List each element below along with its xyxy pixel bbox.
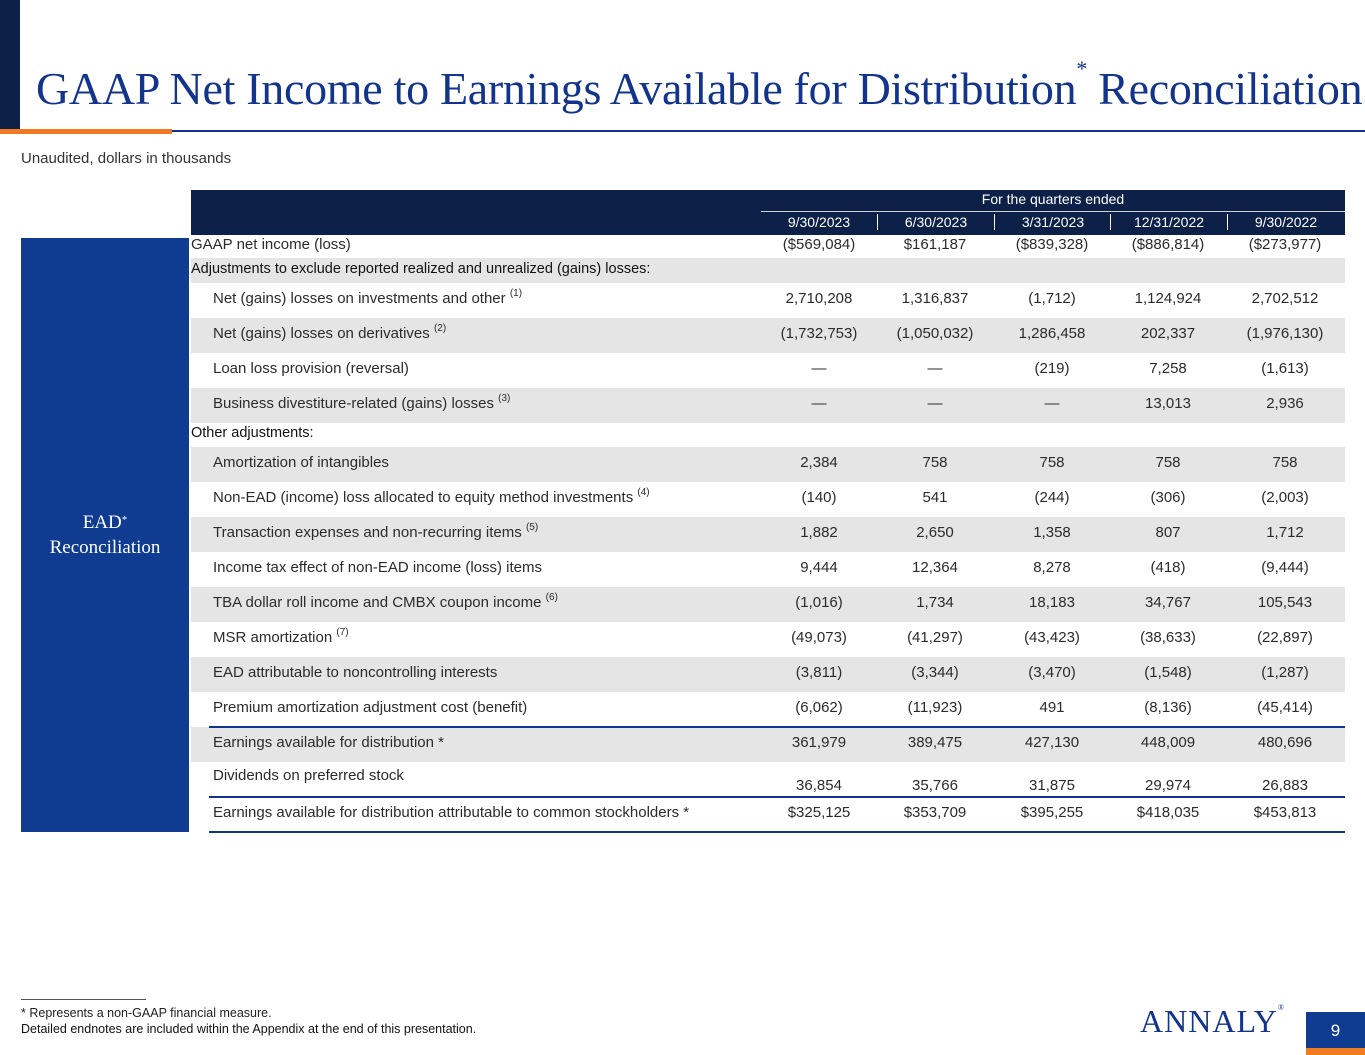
row-label: TBA dollar roll income and CMBX coupon income $^{(6)}$ (213, 592, 558, 611)
table-cell: 361,979 (791, 734, 847, 751)
table-row (191, 235, 1345, 258)
table-cell: (1,016) (795, 594, 843, 611)
row-label: Business divestiture-related (gains) losses $^{(3)}$ (213, 393, 511, 412)
table-cell: 36,854 (796, 777, 842, 794)
table-cell: 7,258 (1149, 360, 1187, 377)
table-row (191, 727, 1345, 762)
table-cell: 1,358 (1033, 524, 1071, 541)
table-row (191, 447, 1345, 482)
table-cell: (8,136) (1144, 699, 1192, 716)
footnote-endnotes: Detailed endnotes are included within the Appendix at the end of this presentation. (21, 1022, 477, 1036)
table-cell: 1,316,837 (901, 290, 969, 307)
row-label: Net (gains) losses on derivatives $^{(2)}$ (213, 323, 447, 342)
column-header: 3/31/2023 (994, 214, 1111, 230)
endnote-ref: (6) (545, 592, 558, 603)
table-cell: (3,344) (911, 664, 959, 681)
endnote-ref: (7) (336, 627, 349, 638)
table-cell: (1,976,130) (1246, 325, 1324, 342)
page-number: 9 (1306, 1012, 1365, 1050)
table-cell: 2,384 (800, 454, 838, 471)
table-cell: 427,130 (1024, 734, 1080, 751)
table-cell: 1,712 (1266, 524, 1304, 541)
table-cell: ($273,977) (1248, 236, 1322, 253)
title-left-bar (0, 0, 20, 129)
table-cell: ($839,328) (1015, 236, 1089, 253)
column-header: 9/30/2022 (1227, 214, 1344, 230)
table-row (191, 692, 1345, 727)
table-cell: 12,364 (912, 559, 958, 576)
table-cell: (1,050,032) (896, 325, 974, 342)
column-header: 6/30/2023 (877, 214, 994, 230)
table-cell: 389,475 (907, 734, 963, 751)
table-cell: 2,650 (916, 524, 954, 541)
endnote-ref: (3) (498, 393, 511, 404)
table-cell: (45,414) (1257, 699, 1313, 716)
table-cell: — (811, 360, 827, 377)
subtotal-rule (209, 726, 1345, 728)
table-row (191, 622, 1345, 657)
ead-panel-line1: EAD* (82, 512, 128, 533)
table-cell: 2,702,512 (1251, 290, 1319, 307)
table-cell: (1,287) (1261, 664, 1309, 681)
table-cell: $325,125 (787, 804, 851, 821)
table-cell: (1,613) (1261, 360, 1309, 377)
endnote-ref: (5) (525, 522, 539, 533)
column-header: 9/30/2023 (787, 214, 851, 230)
table-row (191, 388, 1345, 423)
table-cell: 2,936 (1266, 395, 1304, 412)
table-cell: 8,278 (1033, 559, 1071, 576)
row-label: Transaction expenses and non-recurring items $^{(5)}$ (213, 522, 539, 541)
table-cell: 758 (1155, 454, 1181, 471)
table-cell: 491 (1039, 699, 1065, 716)
table-row (191, 552, 1345, 587)
page-title: GAAP Net Income to Earnings Available for Distribution* Reconciliation (36, 56, 1363, 114)
quarters-span-header: For the quarters ended (981, 191, 1125, 207)
table-cell: (2,003) (1261, 489, 1309, 506)
table-bottom-rule (209, 831, 1345, 833)
table-row (191, 318, 1345, 353)
table-cell: (6,062) (795, 699, 843, 716)
table-cell: ($569,084) (782, 236, 856, 253)
table-cell: 448,009 (1140, 734, 1196, 751)
table-cell: 1,124,924 (1134, 290, 1202, 307)
table-cell: (1,732,753) (780, 325, 858, 342)
row-label: EAD attributable to noncontrolling interests (213, 664, 498, 681)
table-cell: (219) (1034, 360, 1070, 377)
annaly-logo: ANNALY® (1140, 1003, 1285, 1039)
table-row (191, 517, 1345, 552)
row-label: Amortization of intangibles (213, 454, 389, 471)
table-cell: 541 (922, 489, 948, 506)
table-cell: 758 (1039, 454, 1065, 471)
table-cell: $453,813 (1253, 804, 1317, 821)
row-label: Earnings available for distribution attributable to common stockholders * (213, 804, 690, 821)
row-label: Non-EAD (income) loss allocated to equity method investments $^{(4)}$ (213, 487, 650, 506)
table-row (191, 587, 1345, 622)
table-cell: (306) (1150, 489, 1186, 506)
table-cell: 9,444 (800, 559, 838, 576)
row-label: Dividends on preferred stock (213, 767, 404, 784)
row-label: Loan loss provision (reversal) (213, 360, 409, 377)
table-cell: 34,767 (1145, 594, 1191, 611)
table-row (191, 482, 1345, 517)
table-row (191, 258, 1345, 283)
table-cell: 2,710,208 (785, 290, 853, 307)
table-cell: — (811, 395, 827, 412)
footnote-rule (21, 999, 146, 1000)
table-cell: 35,766 (912, 777, 958, 794)
table-cell: 31,875 (1029, 777, 1075, 794)
ead-panel-line2: Reconciliation (49, 537, 161, 558)
row-label: Earnings available for distribution * (213, 734, 444, 751)
table-cell: 758 (922, 454, 948, 471)
title-underline (0, 130, 1365, 132)
ead-reconciliation-panel (21, 238, 189, 832)
table-cell: (140) (801, 489, 837, 506)
table-row (191, 353, 1345, 388)
row-label: MSR amortization $^{(7)}$ (213, 627, 349, 646)
row-label: Income tax effect of non-EAD income (loss) items (213, 559, 543, 576)
table-cell: (22,897) (1257, 629, 1313, 646)
table-cell: 758 (1272, 454, 1298, 471)
table-cell: (41,297) (907, 629, 963, 646)
table-cell: $395,255 (1020, 804, 1084, 821)
table-cell: (244) (1034, 489, 1070, 506)
row-label: Other adjustments: (191, 425, 314, 441)
table-cell: $353,709 (903, 804, 967, 821)
page-number-accent (1306, 1048, 1365, 1055)
endnote-ref: (4) (637, 487, 650, 498)
table-cell: 26,883 (1262, 777, 1308, 794)
table-cell: (1,712) (1028, 290, 1076, 307)
row-label: Net (gains) losses on investments and other $^{(1)}$ (213, 288, 523, 307)
endnote-ref: (1) (509, 288, 523, 299)
footnote-non-gaap: * Represents a non-GAAP financial measure. (21, 1006, 272, 1020)
table-cell: — (927, 395, 943, 412)
row-label: GAAP net income (loss) (191, 236, 351, 253)
header-divider (761, 211, 1345, 212)
table-cell: (418) (1150, 559, 1186, 576)
table-cell: 13,013 (1145, 395, 1191, 412)
table-header (191, 190, 1345, 235)
table-cell: 1,286,458 (1018, 325, 1086, 342)
table-cell: (1,548) (1144, 664, 1192, 681)
total-rule (209, 796, 1345, 798)
table-cell: 1,734 (916, 594, 954, 611)
table-cell: (38,633) (1140, 629, 1196, 646)
table-row (191, 283, 1345, 318)
table-row (191, 762, 1345, 797)
table-cell: (43,423) (1024, 629, 1080, 646)
table-cell: ($886,814) (1131, 236, 1205, 253)
subtitle: Unaudited, dollars in thousands (21, 150, 232, 167)
row-label: Adjustments to exclude reported realized and unrealized (gains) losses: (191, 261, 651, 277)
table-cell: 480,696 (1257, 734, 1313, 751)
column-header: 12/31/2022 (1110, 214, 1227, 230)
table-cell: 807 (1155, 524, 1181, 541)
table-cell: 18,183 (1029, 594, 1075, 611)
table-cell: (49,073) (791, 629, 847, 646)
table-cell: (11,923) (907, 699, 963, 716)
table-cell: 105,543 (1257, 594, 1313, 611)
table-row (191, 657, 1345, 692)
table-cell: $418,035 (1136, 804, 1200, 821)
table-cell: (9,444) (1261, 559, 1309, 576)
title-accent-bar (0, 129, 172, 134)
table-cell: (3,470) (1028, 664, 1076, 681)
table-cell: — (927, 360, 943, 377)
table-row (191, 423, 1345, 447)
table-cell: 1,882 (800, 524, 838, 541)
table-cell: (3,811) (795, 664, 843, 681)
endnote-ref: (2) (433, 323, 447, 334)
table-cell: 202,337 (1140, 325, 1196, 342)
table-cell: 29,974 (1145, 777, 1191, 794)
table-cell: — (1044, 395, 1060, 412)
table-row (209, 797, 1345, 832)
row-label: Premium amortization adjustment cost (benefit) (213, 699, 528, 716)
table-cell: $161,187 (903, 236, 967, 253)
